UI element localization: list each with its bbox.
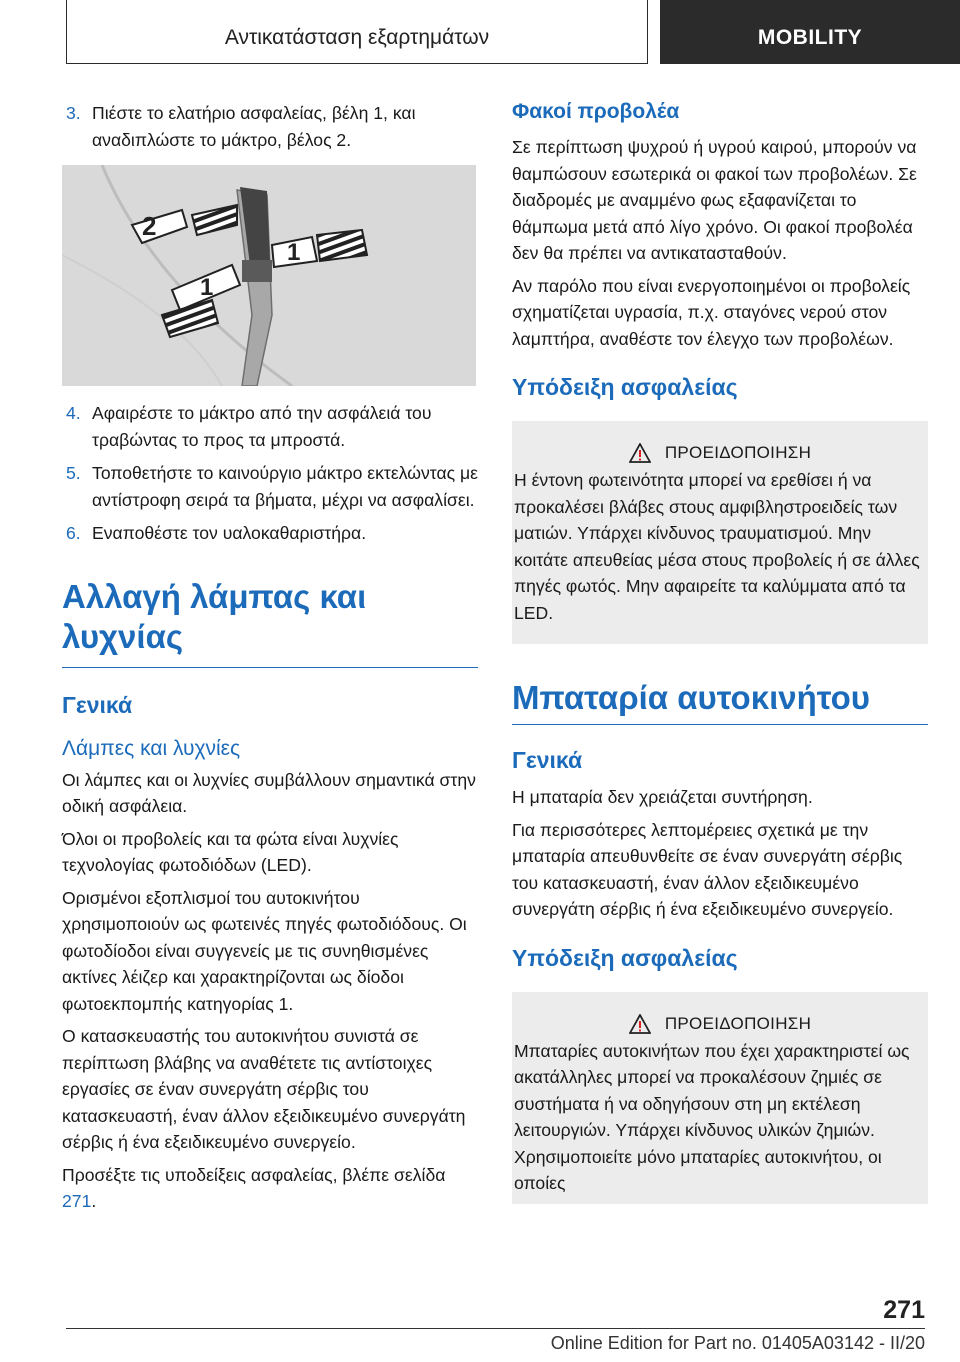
paragraph: Ο κατασκευαστής του αυτοκινήτου συνιστά σε περίπτωση βλάβης να αναθέτετε τις αντίστοιχες εργασίες σε έναν συνεργάτη σέρβις του κατασκευαστή, έναν άλλον εξειδικευμένο συνεργάτη σέρβις ή ένα εξειδικευμένο συνεργείο. xyxy=(62,1026,466,1152)
step-text: Εναποθέστε τον υαλοκαθαριστήρα. xyxy=(92,523,367,543)
warning-icon xyxy=(629,1014,651,1034)
left-column xyxy=(62,100,478,1221)
step-text: Αφαιρέστε το μάκτρο από την ασφάλειά του τραβώντας το προς τα μπροστά. xyxy=(92,403,432,450)
reference-text: Προσέξτε τις υποδείξεις ασφαλείας, βλέπε σελίδα xyxy=(62,1164,446,1185)
step-number: 5. xyxy=(66,463,81,483)
footer-rule xyxy=(66,1328,925,1329)
paragraph: Η μπαταρία δεν χρειάζεται συντήρηση. xyxy=(512,787,813,807)
paragraph: Όλοι οι προβολείς και τα φώτα είναι λυχνίες τεχνολογίας φωτοδιόδων (LED). xyxy=(62,828,399,875)
reference-end: . xyxy=(91,1191,97,1211)
warning-box xyxy=(512,421,928,644)
warning-header xyxy=(512,443,928,463)
step-4 xyxy=(62,400,478,453)
page-link[interactable]: 271 xyxy=(62,1191,92,1211)
subheading-general: Γενικά xyxy=(512,747,583,773)
paragraph-reference xyxy=(62,1162,478,1215)
heading-lamp-replacement: Αλλαγή λάμπας και λυχνίας xyxy=(62,577,367,655)
right-column xyxy=(512,100,928,1204)
figure-label-1a: 1 xyxy=(287,239,301,266)
warning-text: Μπαταρίες αυτοκινήτων που έχει χαρακτηριστεί ως ακατάλληλες μπορεί να προκαλέσουν ζημιές σε συστήματα ή να οδηγήσουν στη μη εκτέλεση λειτουργιών. Υπάρχει κίνδυνος υλικών ζημιών. Χρησιμοποιείτε μόνο μπαταρίες αυτοκινήτου, οι οποίες xyxy=(514,1040,910,1193)
step-text: Τοποθετήστε το καινούργιο μάκτρο εκτελώντας με αντίστροφη σειρά τα βήματα, μέχρι να ασφαλίσει. xyxy=(92,463,479,510)
step-3 xyxy=(62,100,478,153)
section-title: Αντικατάσταση εξαρτημάτων xyxy=(224,25,490,49)
safety-notice-heading: Υπόδειξη ασφαλείας xyxy=(512,374,738,400)
heading-vehicle-battery: Μπαταρία αυτοκινήτου xyxy=(512,679,870,716)
subheading-general: Γενικά xyxy=(62,691,133,718)
figure-label-2: 2 xyxy=(142,211,157,241)
warning-title: ΠΡΟΕΙΔΟΠΟΙΗΣΗ xyxy=(664,1013,812,1033)
page-number: 271 xyxy=(883,1296,925,1324)
step-6 xyxy=(62,520,478,547)
warning-icon xyxy=(629,443,651,463)
paragraph: Οι λάμπες και οι λυχνίες συμβάλλουν σημαντικά στην οδική ασφάλεια. xyxy=(62,769,476,816)
warning-header xyxy=(512,1014,928,1034)
heading-rule xyxy=(62,667,478,668)
subsub-headlight-lenses: Φακοί προβολέα xyxy=(512,100,680,123)
safety-notice-heading: Υπόδειξη ασφαλείας xyxy=(512,944,738,971)
wiper-illustration xyxy=(62,165,476,386)
step-number: 4. xyxy=(66,403,81,423)
wiper-blade-figure xyxy=(62,165,476,386)
warning-title: ΠΡΟΕΙΔΟΠΟΙΗΣΗ xyxy=(664,443,812,462)
step-number: 3. xyxy=(66,103,81,123)
warning-box xyxy=(512,992,928,1204)
chapter-title: MOBILITY xyxy=(757,26,863,49)
paragraph: Ορισμένοι εξοπλισμοί του αυτοκινήτου χρησιμοποιούν ως φωτεινές πηγές φωτοδιόδους. Οι φωτοδίοδοι είναι συγγενείς με τις συνηθισμένες ακτίνες λέιζερ και χαρακτηρίζονται ως δίοδοι φωτοεκπομπής κατηγορίας 1. xyxy=(62,887,467,1014)
subsub-lamps: Λάμπες και λυχνίες xyxy=(62,736,241,760)
paragraph: Αν παρόλο που είναι ενεργοποιημένοι οι προβολείς σχηματίζεται υγρασία, π.χ. σταγόνες νερού στον λαμπτήρα, αναθέστε τον έλεγχο των προβολέων. xyxy=(512,275,911,349)
section-title-box xyxy=(66,0,648,64)
step-text: Πιέστε το ελατήριο ασφαλείας, βέλη 1, και αναδιπλώστε το μάκτρο, βέλος 2. xyxy=(92,103,416,150)
edition-line: Online Edition for Part no. 01405A03142 - II/20 xyxy=(550,1333,925,1353)
step-number: 6. xyxy=(66,523,81,543)
paragraph: Σε περίπτωση ψυχρού ή υγρού καιρού, μπορούν να θαμπώσουν εσωτερικά οι φακοί των προβολέων. Σε διαδρομές με αναμμένο φως εξαφανίζεται το θάμπωμα μετά από λίγο χρόνο. Οι φακοί προβολέα δεν θα πρέπει να αντικατασταθούν. xyxy=(512,137,917,263)
chapter-tab xyxy=(660,0,960,64)
figure-label-1b: 1 xyxy=(200,274,214,301)
heading-rule xyxy=(512,724,928,725)
paragraph: Για περισσότερες λεπτομέρειες σχετικά με την μπαταρία απευθυνθείτε σε έναν συνεργάτη σέρβις του κατασκευαστή, έναν άλλον εξειδικευμένο συνεργάτη σέρβις ή ένα εξειδικευμένο συνεργείο. xyxy=(512,819,903,919)
warning-text: Η έντονη φωτεινότητα μπορεί να ερεθίσει ή να προκαλέσει βλάβες στους αμφιβληστροειδείς των ματιών. Υπάρχει κίνδυνος τραυματισμού. Μην κοιτάτε απευθείας μέσα στους προβολείς ή σε άλλες πηγές φωτός. Μην αφαιρείτε τα καλύμματα από τα LED. xyxy=(514,470,920,623)
step-5 xyxy=(62,460,478,513)
